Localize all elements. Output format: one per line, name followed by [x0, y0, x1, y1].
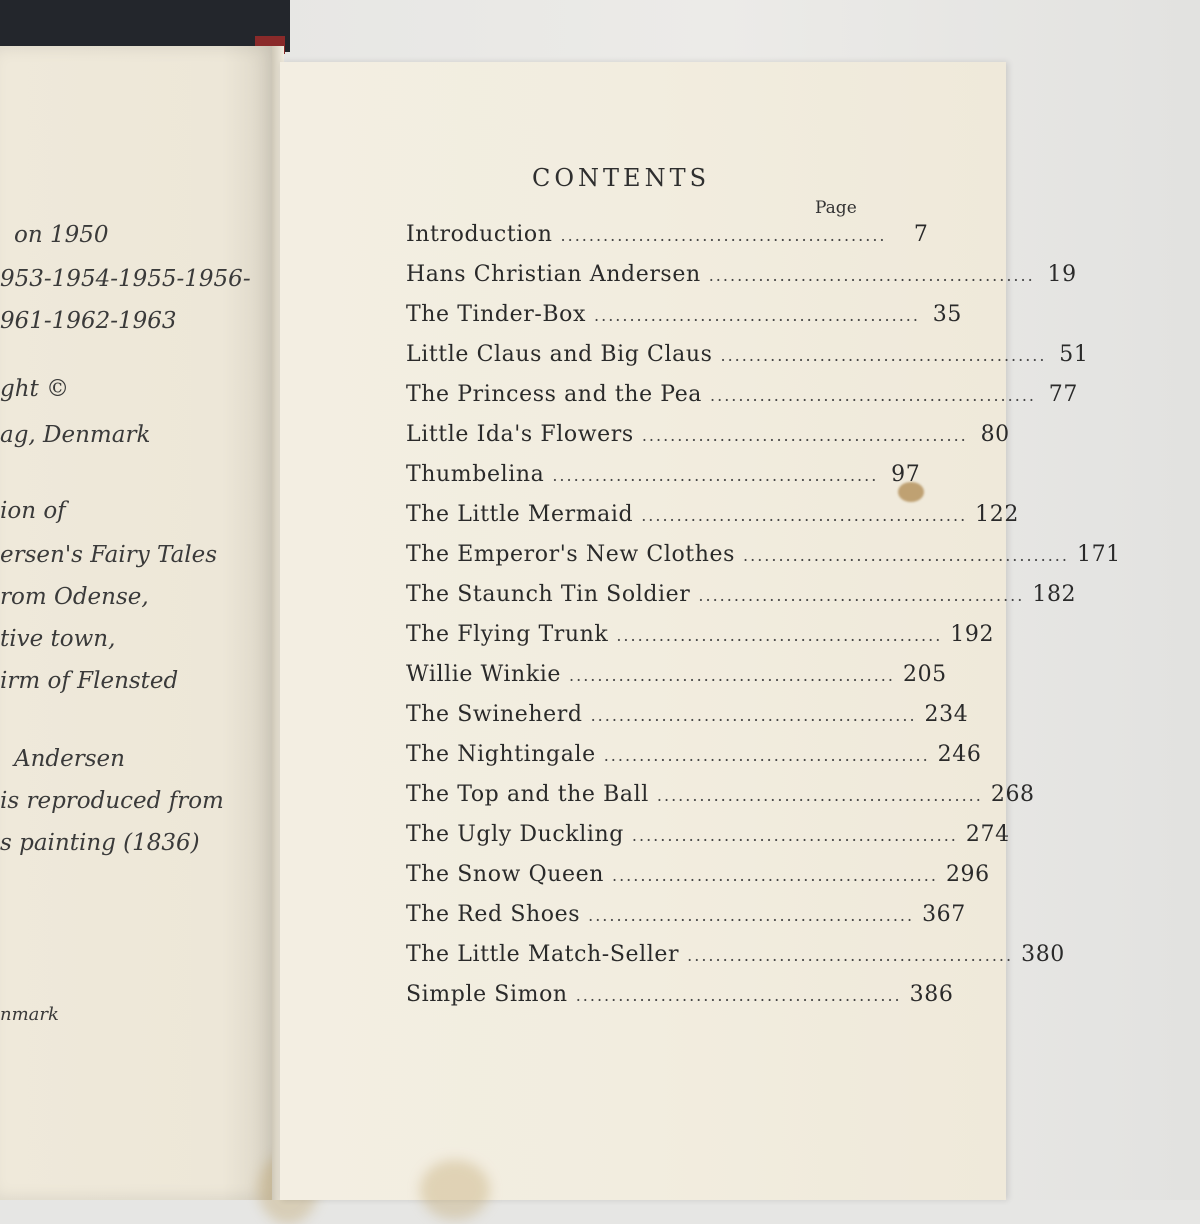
entry-title: The Nightingale	[406, 742, 596, 767]
entry-page: 386	[909, 982, 954, 1007]
entry-title: Little Claus and Big Claus	[406, 342, 713, 367]
book-cover-edge	[0, 0, 290, 52]
entry-title: Simple Simon	[406, 982, 568, 1007]
dot-leader: ..............................................	[552, 466, 879, 485]
entry-title: Little Ida's Flowers	[406, 422, 634, 447]
dot-leader: ..............................................	[656, 786, 983, 805]
entry-title: Willie Winkie	[406, 662, 562, 687]
contents-entry	[406, 902, 966, 934]
contents-entry	[406, 662, 947, 694]
entry-page: 77	[1048, 382, 1078, 407]
dot-leader: ..............................................	[641, 506, 968, 525]
page-stain	[420, 1160, 490, 1220]
entry-page: 97	[891, 462, 921, 487]
entry-title: The Red Shoes	[406, 902, 581, 927]
entry-page: 182	[1032, 582, 1077, 607]
entry-page: 122	[975, 502, 1019, 527]
dot-leader: ..............................................	[616, 626, 943, 645]
dot-leader: ..............................................	[588, 906, 915, 925]
dot-leader: ..............................................	[710, 386, 1036, 405]
left-line: Andersen	[14, 746, 125, 772]
left-page	[0, 46, 278, 1200]
entry-page: 51	[1059, 342, 1089, 367]
left-line: on 1950	[14, 222, 109, 248]
left-line: 953-1954-1955-1956-	[0, 266, 251, 292]
page-column-label: Page	[815, 198, 857, 218]
contents-heading: CONTENTS	[532, 164, 711, 192]
entry-page: 367	[922, 902, 966, 927]
contents-entry	[406, 542, 1121, 574]
left-line: nmark	[0, 1004, 59, 1025]
left-line: ersen's Fairy Tales	[0, 542, 218, 568]
entry-title: The Little Mermaid	[406, 502, 634, 527]
entry-title: The Swineherd	[406, 702, 583, 727]
entry-title: Introduction	[406, 222, 553, 247]
dot-leader: ..............................................	[743, 546, 1069, 565]
contents-entry	[406, 942, 1065, 974]
contents-entry	[406, 502, 1019, 534]
contents-entry	[406, 382, 1078, 414]
contents-entry	[406, 862, 990, 894]
entry-title: Hans Christian Andersen	[406, 262, 701, 287]
dot-leader: ..............................................	[575, 986, 902, 1005]
contents-entry	[406, 982, 954, 1014]
contents-entry	[406, 702, 969, 734]
left-line: rom Odense,	[0, 584, 149, 610]
entry-page: 268	[990, 782, 1035, 807]
entry-title: The Top and the Ball	[406, 782, 649, 807]
contents-entry	[406, 582, 1077, 614]
entry-title: The Snow Queen	[406, 862, 604, 887]
left-line: s painting (1836)	[0, 830, 200, 856]
dot-leader: ..............................................	[603, 746, 930, 765]
contents-entry	[406, 262, 1077, 294]
entry-page: 35	[932, 302, 962, 327]
entry-title: The Ugly Duckling	[406, 822, 624, 847]
dot-leader: ..............................................	[611, 866, 938, 885]
dot-leader: ..............................................	[698, 586, 1025, 605]
contents-entry	[406, 462, 921, 494]
entry-title: The Staunch Tin Soldier	[406, 582, 691, 607]
dot-leader: ..............................................	[590, 706, 917, 725]
dot-leader: ..............................................	[708, 266, 1035, 285]
contents-entry	[406, 822, 1010, 854]
contents-entry	[406, 782, 1035, 814]
entry-title: The Emperor's New Clothes	[406, 542, 736, 567]
dot-leader: ..............................................	[720, 346, 1047, 365]
dot-leader: ..............................................	[594, 306, 920, 325]
entry-page: 7	[913, 222, 929, 247]
contents-entry	[406, 622, 995, 654]
left-line: irm of Flensted	[0, 668, 179, 694]
dot-leader: ..............................................	[569, 666, 895, 685]
left-page-text	[0, 46, 278, 1200]
dot-leader: ..............................................	[687, 946, 1014, 965]
entry-page: 171	[1076, 542, 1121, 567]
entry-page: 380	[1021, 942, 1065, 967]
entry-title: The Flying Trunk	[406, 622, 609, 647]
entry-title: The Tinder-Box	[406, 302, 587, 327]
contents-entry	[406, 222, 929, 254]
dot-leader: ..............................................	[641, 426, 968, 445]
left-line: ion of	[0, 498, 66, 524]
entry-page: 19	[1047, 262, 1077, 287]
entry-page: 246	[937, 742, 982, 767]
left-line: 961-1962-1963	[0, 308, 177, 334]
left-line: ght ©	[0, 376, 70, 402]
contents-entry	[406, 302, 962, 334]
left-line: is reproduced from	[0, 788, 224, 814]
entry-page: 80	[980, 422, 1010, 447]
entry-title: Thumbelina	[406, 462, 545, 487]
left-line: tive town,	[0, 626, 116, 652]
entry-page: 296	[945, 862, 990, 887]
entry-page: 234	[924, 702, 969, 727]
entry-page: 274	[965, 822, 1010, 847]
entry-title: The Little Match-Seller	[406, 942, 680, 967]
dot-leader: ..............................................	[560, 226, 887, 245]
entry-page: 192	[950, 622, 995, 647]
entry-page: 205	[902, 662, 947, 687]
entry-title: The Princess and the Pea	[406, 382, 703, 407]
contents-entry	[406, 742, 982, 774]
left-line: ag, Denmark	[0, 422, 151, 448]
contents-entry	[406, 422, 1010, 454]
dot-leader: ..............................................	[631, 826, 958, 845]
contents-entry	[406, 342, 1089, 374]
